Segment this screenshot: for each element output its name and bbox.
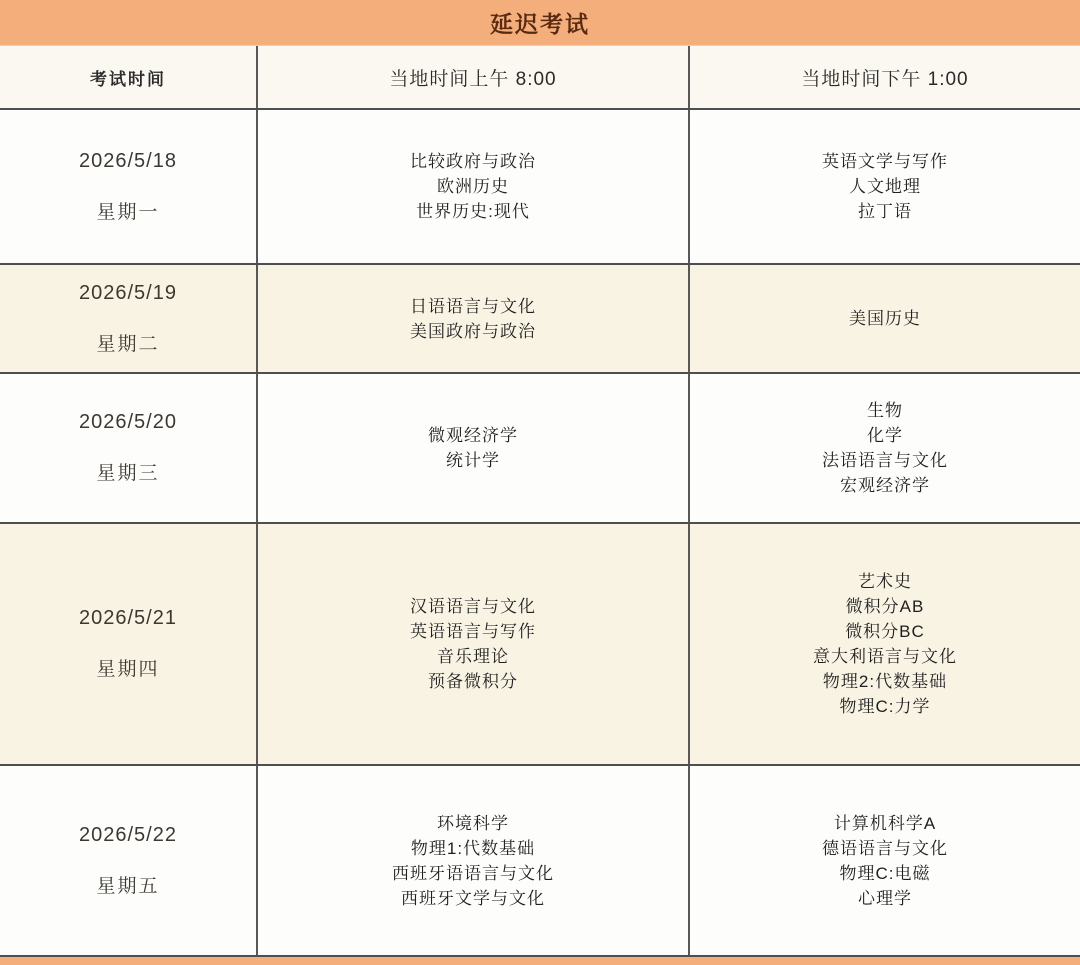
afternoon-subjects-cell xyxy=(690,110,1080,263)
subject-name: 欧洲历史 xyxy=(437,177,509,196)
exam-weekday: 星期四 xyxy=(96,659,160,680)
table-body xyxy=(0,110,1080,957)
subject-name: 意大利语言与文化 xyxy=(813,647,957,666)
subject-name: 化学 xyxy=(867,426,903,445)
exam-weekday: 星期三 xyxy=(96,463,160,484)
subject-name: 拉丁语 xyxy=(858,202,912,221)
exam-weekday: 星期一 xyxy=(96,201,160,223)
morning-subjects-cell xyxy=(258,374,690,522)
exam-weekday: 星期二 xyxy=(96,333,160,355)
subject-name: 物理C:力学 xyxy=(839,697,931,716)
header-afternoon-session: 当地时间下午 1:00 xyxy=(801,68,969,90)
table-row xyxy=(0,766,1080,957)
morning-subjects-cell xyxy=(258,110,690,263)
exam-weekday: 星期五 xyxy=(96,875,160,897)
subject-name: 计算机科学A xyxy=(833,813,937,833)
subject-name: 物理1:代数基础 xyxy=(410,838,536,858)
subject-name: 预备微积分 xyxy=(428,672,518,691)
table-row xyxy=(0,110,1080,265)
subject-name: 环境科学 xyxy=(437,813,509,833)
morning-subjects-cell xyxy=(258,524,690,764)
subject-name: 英语文学与写作 xyxy=(822,152,948,171)
table-row xyxy=(0,265,1080,374)
bottom-accent-bar xyxy=(0,957,1080,965)
header-exam-time: 考试时间 xyxy=(0,46,258,108)
page-title: 延迟考试 xyxy=(490,11,590,37)
subject-name: 西班牙语语言与文化 xyxy=(392,863,554,883)
date-cell xyxy=(0,265,258,372)
header-morning-session: 当地时间上午 8:00 xyxy=(258,46,690,108)
date-cell xyxy=(0,766,258,955)
afternoon-subjects-cell xyxy=(690,766,1080,955)
date-cell xyxy=(0,524,258,764)
subject-name: 物理C:电磁 xyxy=(839,863,931,883)
morning-subjects-cell xyxy=(258,766,690,955)
afternoon-subjects-cell xyxy=(690,374,1080,522)
exam-date: 2026/5/21 xyxy=(79,607,177,629)
subject-name: 微积分BC xyxy=(845,622,925,641)
subject-name: 德语语言与文化 xyxy=(822,838,948,858)
subject-name: 生物 xyxy=(867,401,903,420)
subject-name: 世界历史:现代 xyxy=(416,202,530,221)
afternoon-subjects-cell xyxy=(690,265,1080,372)
subject-name: 比较政府与政治 xyxy=(410,152,536,171)
subject-name: 日语语言与文化 xyxy=(410,296,536,316)
subject-name: 艺术史 xyxy=(858,572,912,591)
subject-name: 音乐理论 xyxy=(437,647,509,666)
subject-name: 西班牙文学与文化 xyxy=(401,888,545,908)
subject-name: 人文地理 xyxy=(849,177,921,196)
table-row xyxy=(0,374,1080,524)
exam-date: 2026/5/20 xyxy=(79,411,177,433)
table-header-row xyxy=(0,45,1080,110)
afternoon-subjects-cell xyxy=(690,524,1080,764)
subject-name: 汉语语言与文化 xyxy=(410,597,536,616)
subject-name: 微积分AB xyxy=(845,597,925,616)
subject-name: 微观经济学 xyxy=(428,426,518,445)
subject-name: 统计学 xyxy=(446,451,500,470)
exam-schedule-table xyxy=(0,45,1080,957)
exam-date: 2026/5/19 xyxy=(79,281,177,304)
subject-name: 法语语言与文化 xyxy=(822,451,948,470)
date-cell xyxy=(0,374,258,522)
subject-name: 美国政府与政治 xyxy=(410,321,536,341)
table-row xyxy=(0,524,1080,766)
subject-name: 英语语言与写作 xyxy=(410,622,536,641)
subject-name: 心理学 xyxy=(858,888,912,908)
subject-name: 宏观经济学 xyxy=(840,476,930,495)
exam-date: 2026/5/22 xyxy=(79,823,177,846)
exam-date: 2026/5/18 xyxy=(79,149,177,172)
subject-name: 物理2:代数基础 xyxy=(822,672,948,691)
title-bar xyxy=(0,0,1080,45)
date-cell xyxy=(0,110,258,263)
subject-name: 美国历史 xyxy=(849,309,921,328)
morning-subjects-cell xyxy=(258,265,690,372)
